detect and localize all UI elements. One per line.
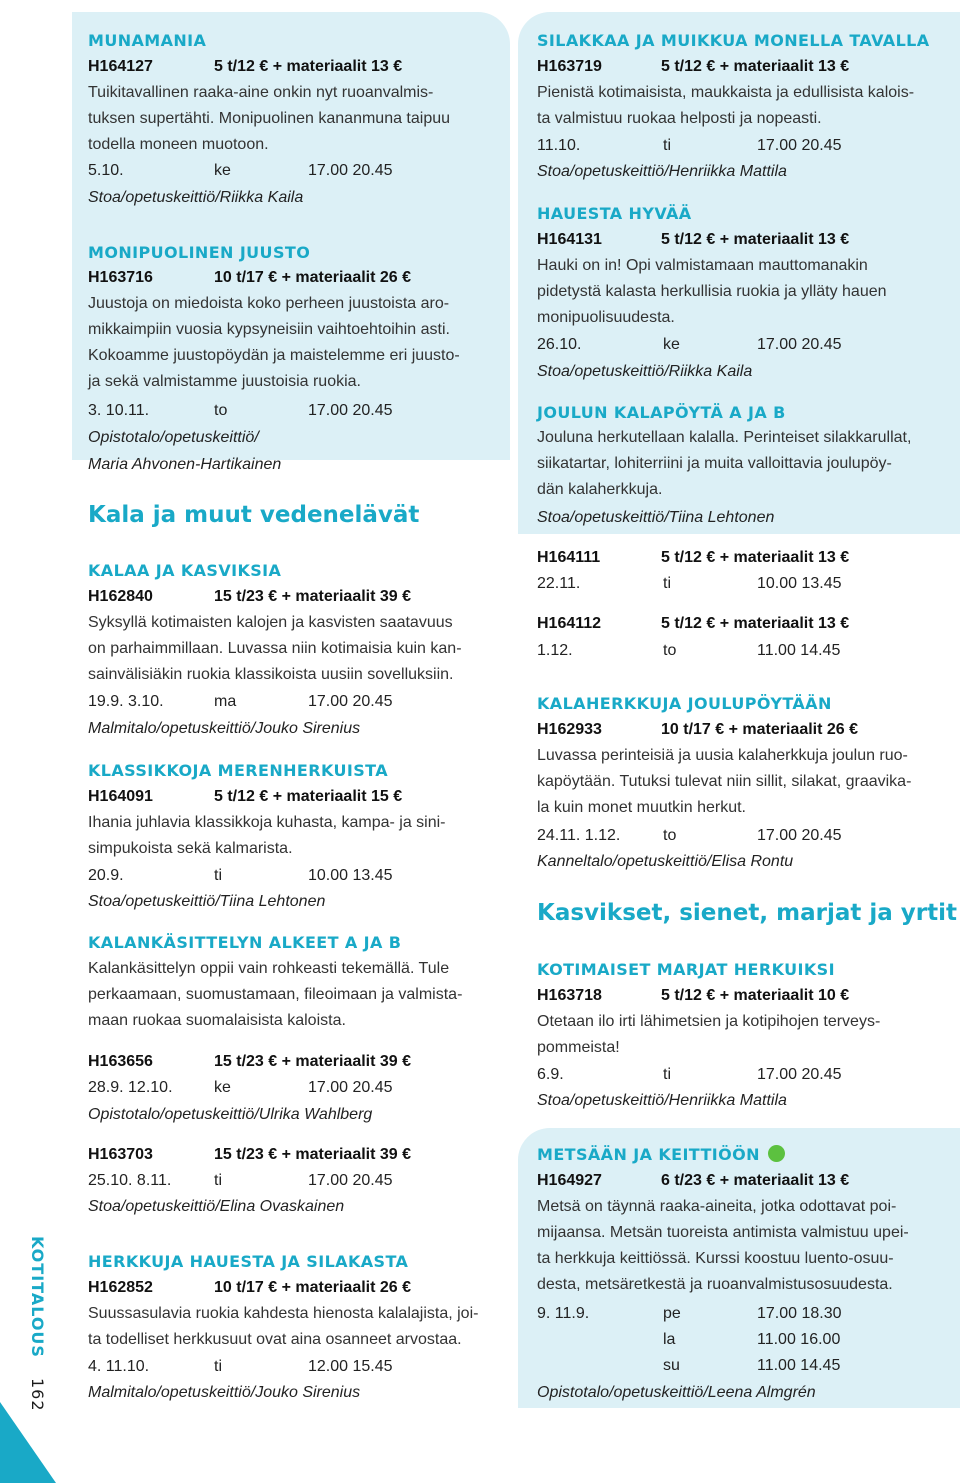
course-desc: monipuolisuudesta. — [537, 309, 675, 326]
course-place: Kanneltalo/opetuskeittiö/Elisa Rontu — [537, 853, 794, 870]
course-date: 11.10. — [537, 137, 581, 154]
course-desc: todella moneen muotoon. — [88, 136, 269, 153]
course-desc: Pienistä kotimaisista, maukkaista ja edullisista kalois- — [537, 84, 915, 101]
course-desc: mikkaimpiin vuosia kypsyneisiin vaihtoehtoihin asti. — [88, 321, 450, 338]
course-price: 5 t/12 € + materiaalit 13 € — [214, 58, 403, 75]
course-day: ti — [663, 137, 671, 154]
course-date: 6.9. — [537, 1066, 564, 1083]
course-code-line — [537, 987, 849, 1005]
course-title: SILAKKAA JA MUIKKUA MONELLA TAVALLA — [537, 31, 930, 50]
course-time: 10.00 13.45 — [308, 867, 393, 884]
course-code: H162840 — [88, 588, 153, 605]
course-place: Opistotalo/opetuskeittiö/ — [88, 429, 259, 446]
course-place: Stoa/opetuskeittiö/Henriikka Mattila — [537, 1092, 787, 1109]
course-day: pe — [663, 1305, 681, 1322]
course-desc: la kuin monet muutkin herkut. — [537, 799, 746, 816]
course-day: to — [214, 402, 228, 419]
course-date: 26.10. — [537, 336, 582, 353]
course-code: H164127 — [88, 58, 153, 75]
course-place: Opistotalo/opetuskeittiö/Ulrika Wahlberg — [88, 1106, 373, 1123]
course-place: Stoa/opetuskeittiö/Tiina Lehtonen — [88, 893, 326, 910]
course-date: 3. 10.11. — [88, 402, 150, 419]
course-time: 11.00 16.00 — [757, 1331, 841, 1348]
course-code-line — [537, 231, 849, 249]
course-title: MONIPUOLINEN JUUSTO — [88, 243, 311, 262]
course-code: H162852 — [88, 1279, 153, 1296]
course-price: 5 t/12 € + materiaalit 10 € — [661, 987, 850, 1004]
course-desc: Juustoja on miedoista koko perheen juustoista aro- — [88, 295, 450, 312]
course-day: ke — [214, 162, 231, 179]
course-price: 5 t/12 € + materiaalit 13 € — [661, 231, 850, 248]
course-place: Maria Ahvonen-Hartikainen — [88, 456, 282, 473]
side-label — [17, 1236, 47, 1412]
course-desc: tuksen supertähti. Monipuolinen kananmuna taipuu — [88, 110, 451, 127]
course-time: 17.00 20.45 — [757, 1066, 842, 1083]
course-desc: ja sekä valmistamme juustoisia ruokia. — [88, 373, 361, 390]
course-desc: dän kalaherkkuja. — [537, 481, 663, 498]
course-date-line — [537, 137, 842, 155]
course-desc: Kokoamme juustopöydän ja maistelemme eri juusto- — [88, 347, 460, 364]
course-date-line — [537, 1066, 842, 1084]
course-day: la — [663, 1331, 676, 1348]
course-place: Stoa/opetuskeittiö/Riikka Kaila — [537, 363, 753, 380]
course-price: 15 t/23 € + materiaalit 39 € — [214, 1053, 412, 1070]
course-code: H164111 — [537, 549, 601, 566]
course-code: H162933 — [537, 721, 602, 738]
course-title: MUNAMANIA — [88, 31, 207, 50]
course-place: Stoa/opetuskeittiö/Elina Ovaskainen — [88, 1198, 345, 1215]
course-price: 10 t/17 € + materiaalit 26 € — [214, 1279, 412, 1296]
course-date-line — [88, 402, 393, 420]
course-date-line — [537, 575, 842, 593]
course-price: 5 t/12 € + materiaalit 15 € — [214, 788, 403, 805]
course-desc: maan ruokaa suomalaisista kaloista. — [88, 1012, 346, 1029]
course-place: Stoa/opetuskeittiö/Tiina Lehtonen — [537, 509, 775, 526]
course-code-line — [537, 1172, 849, 1190]
course-day: ke — [663, 336, 680, 353]
course-date: 9. 11.9. — [537, 1305, 590, 1322]
course-day: ti — [214, 1172, 222, 1189]
course-date-line — [537, 642, 840, 660]
course-time: 17.00 20.45 — [757, 827, 842, 844]
course-day: ma — [214, 693, 237, 710]
course-date: 28.9. 12.10. — [88, 1079, 173, 1096]
course-place: Malmitalo/opetuskeittiö/Jouko Sirenius — [88, 1384, 361, 1401]
course-price: 15 t/23 € + materiaalit 39 € — [214, 588, 412, 605]
course-desc: simpukoista sekä kalmarista. — [88, 840, 293, 857]
course-title: KOTIMAISET MARJAT HERKUIKSI — [537, 960, 835, 979]
course-desc: Metsä on täynnä raaka-aineita, jotka odottavat poi- — [537, 1198, 897, 1215]
course-time: 10.00 13.45 — [757, 575, 842, 592]
course-place: Opistotalo/opetuskeittiö/Leena Almgrén — [537, 1384, 816, 1401]
course-code-line — [88, 58, 402, 76]
course-title: KALAHERKKUJA JOULUPÖYTÄÄN — [537, 694, 832, 713]
course-code-line — [88, 588, 411, 606]
course-desc: Hauki on in! Opi valmistamaan mauttomanakin — [537, 257, 868, 274]
course-desc: kapöytään. Tutuksi tulevat niin sillit, silakat, graavika- — [537, 773, 912, 790]
page-number: 162 — [28, 1378, 47, 1412]
course-time: 11.00 14.45 — [757, 642, 841, 659]
course-title: HERKKUJA HAUESTA JA SILAKASTA — [88, 1252, 409, 1271]
course-time: 17.00 20.45 — [308, 162, 393, 179]
course-desc: Syksyllä kotimaisten kalojen ja kasvisten saatavuus — [88, 614, 453, 631]
course-date-line — [537, 1305, 842, 1323]
course-day: ti — [214, 867, 222, 884]
course-desc: desta, metsäretkestä ja ruoanvalmistusosuudesta. — [537, 1276, 893, 1293]
course-time: 17.00 20.45 — [308, 1079, 393, 1096]
course-code: H164927 — [537, 1172, 602, 1189]
course-date: 22.11. — [537, 575, 581, 592]
course-price: 5 t/12 € + materiaalit 13 € — [661, 615, 850, 632]
course-date-line — [537, 336, 842, 354]
course-code: H163703 — [88, 1146, 153, 1163]
green-dot-icon — [768, 1145, 785, 1162]
course-code-line — [537, 615, 849, 633]
course-date: 20.9. — [88, 867, 124, 884]
course-desc: Ihania juhlavia klassikkoja kuhasta, kampa- ja sini- — [88, 814, 446, 831]
course-code-line — [88, 788, 402, 806]
course-desc: Kalankäsittelyn oppii vain rohkeasti tekemällä. Tule — [88, 960, 450, 977]
course-date: 25.10. 8.11. — [88, 1172, 172, 1189]
course-day: ti — [663, 575, 671, 592]
course-desc: Otetaan ilo irti lähimetsien ja kotipihojen terveys- — [537, 1013, 881, 1030]
course-day: ti — [214, 1358, 222, 1375]
side-category: KOTITALOUS — [28, 1236, 47, 1358]
course-time: 17.00 20.45 — [308, 1172, 393, 1189]
course-time: 12.00 15.45 — [308, 1358, 393, 1375]
category-heading: Kasvikset, sienet, marjat ja yrtit — [537, 900, 957, 926]
course-code: H164112 — [537, 615, 602, 632]
category-heading: Kala ja muut vedenelävät — [88, 502, 420, 528]
course-desc: ta todelliset herkkusuut ovat aina osanneet arvostaa. — [88, 1331, 462, 1348]
course-time: 17.00 20.45 — [308, 693, 393, 710]
corner-triangle — [0, 1402, 56, 1483]
course-title: KALANKÄSITTELYN ALKEET A JA B — [88, 933, 402, 952]
course-desc: Luvassa perinteisiä ja uusia kalaherkkuja joulun ruo- — [537, 747, 908, 764]
course-date-line — [88, 162, 393, 180]
course-price: 6 t/23 € + materiaalit 13 € — [661, 1172, 850, 1189]
course-place: Stoa/opetuskeittiö/Riikka Kaila — [88, 189, 304, 206]
course-place: Stoa/opetuskeittiö/Henriikka Mattila — [537, 163, 787, 180]
course-date-line — [88, 693, 393, 711]
course-time: 17.00 20.45 — [757, 137, 842, 154]
course-code-line — [88, 1146, 411, 1164]
course-desc: perkaamaan, suomustamaan, fileoimaan ja valmista- — [88, 986, 463, 1003]
course-code: H164091 — [88, 788, 153, 805]
course-price: 5 t/12 € + materiaalit 13 € — [661, 58, 850, 75]
course-day: ke — [214, 1079, 231, 1096]
course-code: H163719 — [537, 58, 602, 75]
course-code: H164131 — [537, 231, 602, 248]
course-desc: ta valmistuu ruokaa helposti ja nopeasti. — [537, 110, 822, 127]
course-desc: siikatartar, lohiterriini ja muita valloittavia joulupöy- — [537, 455, 892, 472]
course-title: HAUESTA HYVÄÄ — [537, 204, 692, 223]
course-date-line — [88, 867, 393, 885]
course-date: 24.11. 1.12. — [537, 827, 621, 844]
course-desc: Tuikitavallinen raaka-aine onkin nyt ruoanvalmis- — [88, 84, 434, 101]
course-date-line — [537, 1357, 840, 1375]
course-price: 10 t/17 € + materiaalit 26 € — [214, 269, 412, 286]
panel-background-left — [72, 12, 510, 460]
course-date-line — [537, 1331, 840, 1349]
course-title-text: METSÄÄN JA KEITTIÖÖN — [537, 1145, 760, 1164]
course-date-line — [88, 1172, 393, 1190]
course-code-line — [88, 1279, 411, 1297]
course-time: 17.00 20.45 — [757, 336, 842, 353]
course-date-line — [537, 827, 842, 845]
course-desc: Jouluna herkutellaan kalalla. Perinteiset silakkarullat, — [537, 429, 912, 446]
course-desc: pommeista! — [537, 1039, 620, 1056]
course-desc: mijaansa. Metsän tuoreista antimista valmistuu upei- — [537, 1224, 909, 1241]
course-time: 17.00 18.30 — [757, 1305, 842, 1322]
course-date: 5.10. — [88, 162, 124, 179]
course-day: ti — [663, 1066, 671, 1083]
course-date: 4. 11.10. — [88, 1358, 150, 1375]
course-time: 17.00 20.45 — [308, 402, 393, 419]
course-desc: on parhaimmillaan. Luvassa niin kotimaisia kuin kan- — [88, 640, 462, 657]
course-code-line — [88, 269, 411, 287]
course-desc: sainvälisiäkin ruokia klassikoista uusiin sovelluksiin. — [88, 666, 454, 683]
course-day: su — [663, 1357, 680, 1374]
course-price: 10 t/17 € + materiaalit 26 € — [661, 721, 859, 738]
course-day: to — [663, 642, 677, 659]
course-title: JOULUN KALAPÖYTÄ A JA B — [537, 403, 786, 422]
course-desc: ta herkkuja keittiössä. Kurssi koostuu luento-osuu- — [537, 1250, 894, 1267]
course-time: 11.00 14.45 — [757, 1357, 841, 1374]
course-code-line — [537, 549, 849, 567]
course-price: 5 t/12 € + materiaalit 13 € — [661, 549, 850, 566]
course-desc: pidetystä kalasta herkullisia ruokia ja ylläty hauen — [537, 283, 887, 300]
course-desc: Suussasulavia ruokia kahdesta hienosta kalalajista, joi- — [88, 1305, 479, 1322]
course-date-line — [88, 1079, 393, 1097]
course-code: H163718 — [537, 987, 602, 1004]
course-date-line — [88, 1358, 393, 1376]
course-date: 1.12. — [537, 642, 573, 659]
course-price: 15 t/23 € + materiaalit 39 € — [214, 1146, 412, 1163]
course-code-line — [537, 721, 858, 739]
course-date: 19.9. 3.10. — [88, 693, 164, 710]
course-title — [537, 1145, 785, 1164]
course-title: KALAA JA KASVIKSIA — [88, 561, 282, 580]
course-code: H163716 — [88, 269, 153, 286]
course-day: to — [663, 827, 677, 844]
course-code-line — [537, 58, 849, 76]
course-title: KLASSIKKOJA MERENHERKUISTA — [88, 761, 389, 780]
course-place: Malmitalo/opetuskeittiö/Jouko Sirenius — [88, 720, 361, 737]
course-code-line — [88, 1053, 411, 1071]
course-code: H163656 — [88, 1053, 153, 1070]
